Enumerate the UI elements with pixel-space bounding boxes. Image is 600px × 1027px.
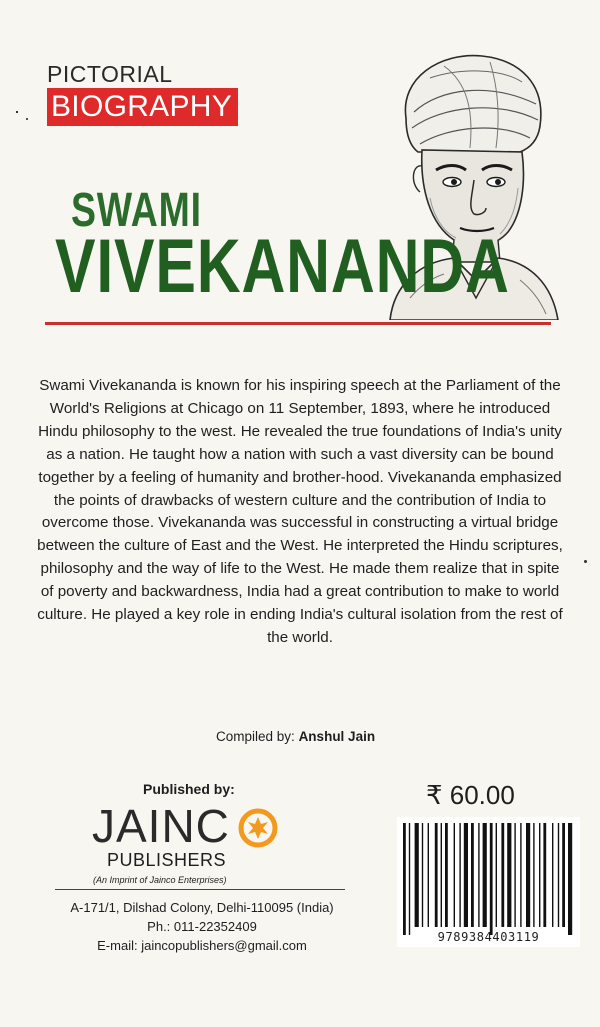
publisher-logo-subtitle: PUBLISHERS — [107, 850, 227, 870]
barcode-bar — [441, 823, 442, 927]
barcode-bar — [403, 823, 406, 935]
barcode-bar — [526, 823, 530, 927]
isbn-barcode — [397, 817, 580, 947]
barcode-bar — [428, 823, 429, 927]
barcode-bar — [483, 823, 487, 927]
barcode-bar — [409, 823, 410, 935]
barcode-bar — [543, 823, 546, 927]
publisher-tagline: (An Imprint of Jainco Enterprises) — [93, 875, 227, 885]
barcode-bar — [552, 823, 553, 927]
barcode-bar — [496, 823, 497, 927]
barcode-bar — [562, 823, 565, 927]
barcode-bar — [478, 823, 479, 927]
back-cover-blurb: Swami Vivekananda is known for his inspiring speech at the Parliament of the World's Religions at Chicago on 11 September, 1893, where he introduced Hindu philosophy to the west. He revealed the true foundations of India's unity as a nation. He taught how a nation with such a vast diversity can be bound together by a feeling of humanity and brother-hood. Vivekananda emphasized the points of drawbacks of western culture and the contribution of India to overcome those. Vivekananda was successful in constructing a virtual bridge between the culture of East and the West. He interpreted the Hindu scriptures, philosophy and the way of life to the West. He made them realize that in spite of poverty and backwardness, India had a great contribution to make to world culture. He played a key role in ending India's cultural isolation from the rest of the world. — [37, 377, 563, 646]
barcode-bar — [501, 823, 504, 927]
isbn-number: 9789384403119 — [437, 930, 540, 944]
publisher-address-block — [52, 898, 352, 955]
title-line-1: SWAMI — [71, 184, 202, 237]
barcode-bar — [539, 823, 540, 927]
barcode-bar — [454, 823, 455, 927]
barcode-bar — [568, 823, 572, 935]
speck — [26, 118, 28, 120]
publisher-logo-o-icon — [238, 808, 278, 848]
address-divider — [55, 889, 345, 890]
publisher-phone: Ph.: 011-22352409 — [147, 919, 257, 934]
publisher-logo-wordmark: JAINC — [92, 800, 230, 852]
barcode-bar — [507, 823, 511, 927]
price: ₹ 60.00 — [426, 780, 515, 810]
barcode-bar — [533, 823, 534, 927]
barcode-bar — [490, 823, 493, 935]
barcode-bar — [471, 823, 474, 927]
compiler-credit — [216, 729, 375, 744]
title-divider — [45, 322, 551, 325]
barcode-bar — [464, 823, 468, 927]
barcode-bar — [558, 823, 559, 927]
speck — [16, 111, 18, 113]
barcode-bar — [435, 823, 438, 927]
barcode-bar — [514, 823, 515, 927]
speck — [584, 560, 587, 563]
compiler-name: Anshul Jain — [298, 729, 376, 744]
barcode-bar — [415, 823, 419, 927]
series-label-highlight: BIOGRAPHY — [47, 88, 238, 126]
published-by-label: Published by: — [143, 781, 235, 797]
publisher-email: E-mail: jaincopublishers@gmail.com — [97, 938, 307, 953]
barcode-bar — [520, 823, 521, 927]
barcode-bar — [445, 823, 448, 927]
series-label: PICTORIAL — [47, 61, 173, 87]
publisher-address: A-171/1, Dilshad Colony, Delhi-110095 (India) — [70, 900, 334, 915]
title-line-2: VIVEKANANDA — [55, 224, 510, 309]
compiler-label: Compiled by: — [216, 729, 295, 744]
barcode-bar — [422, 823, 423, 927]
barcode-bar — [459, 823, 460, 927]
